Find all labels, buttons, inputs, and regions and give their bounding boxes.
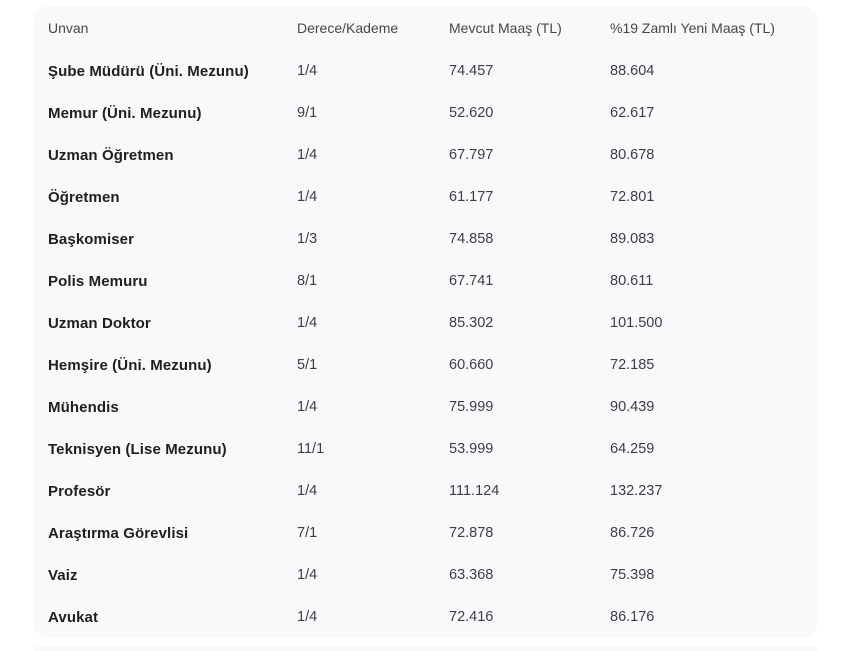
cell-unvan: Teknisyen (Lise Mezunu) [48,440,227,458]
cell-unvan: Mühendis [48,398,119,416]
cell-unvan: Hemşire (Üni. Mezunu) [48,356,212,374]
cell-derece-kademe: 1/4 [297,399,318,415]
column-header-mevcut-maas: Mevcut Maaş (TL) [449,20,562,36]
cell-mevcut-maas: 72.878 [449,525,494,541]
cell-zamli-yeni-maas: 89.083 [610,231,655,247]
salary-table-card [33,6,818,638]
cell-mevcut-maas: 63.368 [449,567,494,583]
table-row [33,134,818,176]
cell-unvan: Polis Memuru [48,272,148,290]
cell-mevcut-maas: 52.620 [449,105,494,121]
cell-zamli-yeni-maas: 80.611 [610,273,654,289]
table-body [33,50,818,638]
cell-mevcut-maas: 75.999 [449,399,494,415]
cell-zamli-yeni-maas: 101.500 [610,315,663,331]
table-row [33,512,818,554]
cell-derece-kademe: 8/1 [297,273,318,289]
cell-derece-kademe: 5/1 [297,357,318,373]
cell-mevcut-maas: 61.177 [449,189,494,205]
table-row [33,596,818,638]
table-row [33,176,818,218]
cell-zamli-yeni-maas: 86.176 [610,609,655,625]
cell-mevcut-maas: 67.797 [449,147,494,163]
column-header-derece-kademe: Derece/Kademe [297,20,399,36]
column-header-zamli-yeni-maas: %19 Zamlı Yeni Maaş (TL) [610,20,775,36]
table-row [33,50,818,92]
cell-derece-kademe: 11/1 [297,441,325,457]
cell-zamli-yeni-maas: 86.726 [610,525,655,541]
cell-unvan: Şube Müdürü (Üni. Mezunu) [48,62,249,80]
cell-mevcut-maas: 53.999 [449,441,494,457]
table-row [33,260,818,302]
cell-derece-kademe: 1/4 [297,609,318,625]
table-row [33,302,818,344]
cell-zamli-yeni-maas: 72.185 [610,357,655,373]
cell-derece-kademe: 1/4 [297,189,318,205]
cell-unvan: Uzman Öğretmen [48,146,174,164]
table-row [33,344,818,386]
header-row [33,6,818,50]
cell-derece-kademe: 1/3 [297,231,318,247]
cell-unvan: Avukat [48,608,99,626]
cell-unvan: Başkomiser [48,230,135,248]
cell-unvan: Öğretmen [48,188,120,206]
cell-zamli-yeni-maas: 90.439 [610,399,655,415]
cell-mevcut-maas: 72.416 [449,609,494,625]
cell-derece-kademe: 1/4 [297,483,318,499]
table-row [33,218,818,260]
cell-zamli-yeni-maas: 72.801 [610,189,655,205]
salary-table [33,6,818,638]
cell-mevcut-maas: 74.858 [449,231,494,247]
cell-derece-kademe: 1/4 [297,315,318,331]
table-row [33,386,818,428]
cell-zamli-yeni-maas: 62.617 [610,105,655,121]
cell-unvan: Memur (Üni. Mezunu) [48,104,202,122]
cell-zamli-yeni-maas: 80.678 [610,147,655,163]
column-header-unvan: Unvan [48,20,89,36]
cell-derece-kademe: 1/4 [297,147,318,163]
cell-unvan: Profesör [48,482,111,500]
cell-unvan: Uzman Doktor [48,314,151,332]
cell-zamli-yeni-maas: 132.237 [610,483,663,499]
cell-mevcut-maas: 85.302 [449,315,494,331]
cell-zamli-yeni-maas: 88.604 [610,63,655,79]
cell-mevcut-maas: 67.741 [449,273,494,289]
cell-derece-kademe: 9/1 [297,105,318,121]
cell-mevcut-maas: 74.457 [449,63,494,79]
cell-zamli-yeni-maas: 64.259 [610,441,655,457]
cell-mevcut-maas: 111.124 [449,483,500,499]
cell-derece-kademe: 1/4 [297,63,318,79]
cell-derece-kademe: 7/1 [297,525,318,541]
cell-zamli-yeni-maas: 75.398 [610,567,655,583]
table-header [33,6,818,50]
table-row [33,428,818,470]
next-card-top-edge [33,646,818,651]
cell-derece-kademe: 1/4 [297,567,318,583]
table-row [33,92,818,134]
table-row [33,470,818,512]
cell-unvan: Araştırma Görevlisi [48,524,189,542]
cell-unvan: Vaiz [48,566,78,584]
table-row [33,554,818,596]
cell-mevcut-maas: 60.660 [449,357,494,373]
